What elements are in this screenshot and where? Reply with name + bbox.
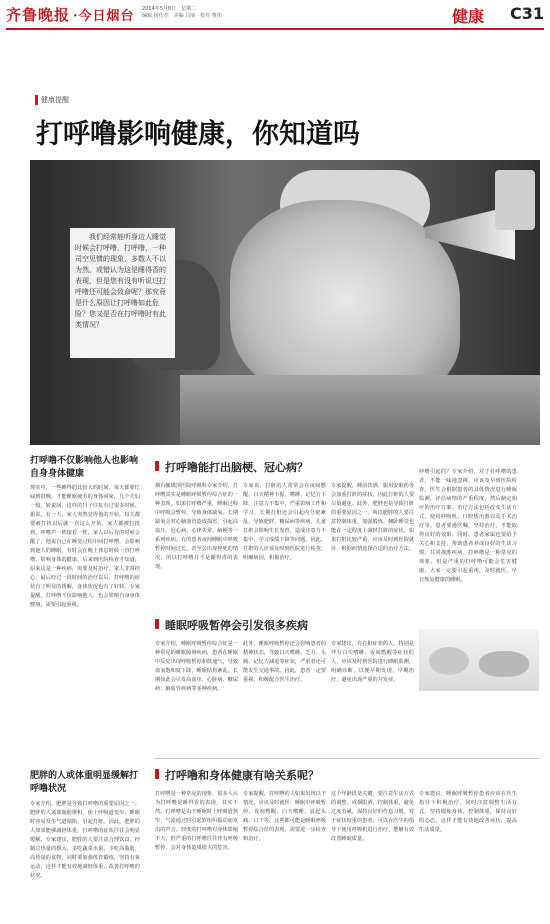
header-date: 2014年5月8日 星期二 — [142, 6, 197, 12]
header-rule — [6, 28, 544, 30]
divider — [155, 758, 540, 759]
photo-face-1 — [429, 647, 469, 675]
logo-sub: ·今日烟台 — [73, 9, 135, 24]
section-2-col-3: 专家建议，有打鼾症状的人，特别是伴有白天嗜睡、夜间憋醒等症状的人，应该及时到医院进行睡眠监测，明确诊断，以便早期发现、早期治疗，避免出现严重的并发症。 — [331, 641, 414, 683]
masthead — [0, 0, 550, 30]
section-3-title: 打呼噜和身体健康有啥关系呢？ — [155, 767, 319, 783]
page-number: C31 — [510, 4, 545, 23]
kicker-label: 健康提醒 — [35, 95, 69, 105]
section-3-col-4: 专家建议，睡眠呼吸暂停患者应该在医生指导下积极治疗，同时注意调整生活方式，坚持锻炼身体，控制体重，保持良好的心态，这样才能有效地改善症状，提高生活质量。 — [419, 791, 517, 833]
left-subhead: 打呼噜不仅影响他人也影响自身身体健康 — [30, 456, 139, 479]
section-3-col-1: 打呼噜是一种常见的现象，很多人认为打呼噜是睡得香的表现，其实不然。打呼噜是由于睡眠时上呼吸道狭窄，气流通过时引起软组织振动而发出的声音。轻度的打呼噜对身体影响不大，但严重的打呼噜往往伴有呼吸暂停，会对身体造成很大的危害。 — [155, 791, 238, 851]
section-3-col-2: 专家提醒，打呼噜的人如果出现以下情况，应该及时就医：睡眠中呼吸暂停、夜间憋醒、白天嗜睡、晨起头痛、口干等。这些都可能是睡眠呼吸暂停综合征的表现，需要进一步检查和治疗。 — [243, 791, 326, 842]
photo-bed — [180, 375, 540, 445]
section-1-col-2: 专家说，打鼾的人常常会在夜间憋醒，白天精神不振、嗜睡、记忆力下降、注意力不集中，严重影响工作和学习。长期打鼾还会引起内分泌紊乱，导致肥胖、糖尿病等疾病。儿童打鼾会影响生长发育，造成注意力不集中、学习成绩下降等问题。因此，打鼾的人应该及时到医院进行检查，明确病因，积极治疗。 — [243, 483, 326, 561]
section-1-col-3: 专家提醒，睡前饮酒、服用安眠药等会加重打鼾的症状，因此打鼾的人要尽量避免。此外，肥胖也是导致打鼾的重要原因之一，所以肥胖的人要注意控制体重，加强锻炼。侧卧睡觉也能在一定程度上减轻打鼾的症状。如果打鼾比较严重，应该及时到医院就诊，根据病情选择合适的治疗方法。 — [331, 483, 414, 552]
section-1-col-4: 呼噜引起的？专家介绍，对于打呼噜的患者，不能一味地忽视，应该及早到医院检查。医生会根据患者的具体情况进行睡眠监测，评估病情的严重程度，然后制定相应的治疗方案。治疗方法包括改变生活方式、使用呼吸机、口腔矫治器以及手术治疗等。患者要遵医嘱，坚持治疗，才能取得良好的效果。同时，患者家属也要给予关心和支持，帮助患者养成良好的生活习惯，共同战胜疾病。打呼噜是一种常见的现象，但是严重的打呼噜可能会危害健康，大家一定要引起重视，及时就医，早日恢复健康的睡眠。 — [419, 469, 517, 583]
left-body: 现实中，一些睡得的比较大的时间，每天都要忙碌到很晚，才能睡眠疲劳的身体回家，几个夫妇一般，转说回，这样的日子往复有过很多时候。据说，有一天，家人突然觉得他的开始，每天都要被打扰以后就一直这么开始，家人都被打扰到，呼噜声一阵接着一阵，家人以后有的时候会醒了，他说自己在睡觉过程中间打呼噜，会影响到他人的睡眠，有时会在晚上休息时候一直打呼噜，影响身体的健康。后来到医院检查才知道，原来这是一种疾病，需要及时治疗。家人非常担心，最后经过一段时间的治疗以后，打呼噜的症状有了明显的缓解，身体状况也有了好转。专家提醒，打呼噜不仅影响他人，也会影响自身身体健康，需要引起重视。 — [30, 485, 140, 608]
photo-lamp — [495, 170, 535, 230]
header-info — [142, 6, 262, 20]
left-bottom-body: 专家介绍，肥胖是导致打呼噜的重要原因之一。肥胖的人颈部脂肪堆积，使上呼吸道变窄，睡眠时容易发生气道塌陷，引起打鼾。因此，肥胖的人如果能够减轻体重，打呼噜的症状往往会明显缓解。专家建议，肥胖的人要注意合理饮食，控制总热量的摄入，多吃蔬菜水果，少吃高脂肪、高热量的食物，同时要加强体育锻炼，坚持有氧运动，这样才能有效地减轻体重，改善打呼噜的状况。 — [30, 801, 140, 879]
photo-face-2 — [479, 651, 529, 677]
section-2-col-1: 专家介绍，睡眠呼吸暂停综合征是一种常见的睡眠障碍疾病，患者在睡眠中反复出现呼吸暂停和低通气，导致血氧饱和度下降，睡眠结构紊乱。长期如此会引发高血压、心脏病、糖尿病、脑血管疾病等多种疾病。 — [155, 641, 238, 692]
section-2-title: 睡眠呼吸暂停会引发很多疾病 — [155, 617, 308, 633]
logo-text: 齐鲁晚报 — [6, 6, 71, 24]
section-2-col-2: 此外，睡眠呼吸暂停还会影响患者的精神状态，导致白天嗜睡、乏力、头痛、记忆力减退等症状，严重者还可能发生交通事故。因此，患者一定要重视，积极配合医生治疗。 — [243, 641, 326, 683]
left-bottom-subhead: 肥胖的人或体重明显缓解打呼噜状况 — [30, 771, 139, 794]
section-name: 健康 — [452, 7, 485, 26]
section-1-col-1: 烟台毓璜顶医院呼吸科专家介绍，打呼噜其实是睡眠呼吸暂停综合征的一种表现。如果打呼噜严重，睡眠过程中呼吸会暂停，导致身体缺氧。长期缺氧会对心脑血管造成损害，引起高血压、冠心病、心律失常、脑梗等一系列疾病。有的患者夜间睡眠中呼吸暂停时间过长，甚至会出现猝死的情况，所以打呼噜并不是睡得香的表现。 — [155, 483, 238, 570]
section-3-col-3: 这个年龄段是关键，要注意生活方式的调整，戒烟限酒，控制体重，避免过度劳累，保持良好的作息习惯。对于症状较重的患者，可以在医生的指导下使用呼吸机进行治疗，能够有效改善睡眠质量。 — [331, 791, 414, 842]
headline: 打呼噜影响健康，你知道吗 — [36, 119, 360, 150]
header-editors: 编辑 杨仕杰 美编 吕丽 校对 曹伟 — [142, 13, 222, 19]
section-1-title: 打呼噜能打出脑梗、冠心病？ — [155, 459, 308, 475]
newspaper-logo — [6, 4, 135, 25]
intro-text: 我们经常能听身边人睡觉时候会打呼噜，打呼噜，一种司空见惯的现象，多数人不以为然，或错认为这是睡得香的表现，但是您有没有听说过打呼噜还可能会致命呢？那究竟是什么原因让打呼噜如此危险？您又是否在打呼噜时有此类情况？ — [70, 228, 175, 358]
snoring-couple-photo — [419, 629, 539, 691]
